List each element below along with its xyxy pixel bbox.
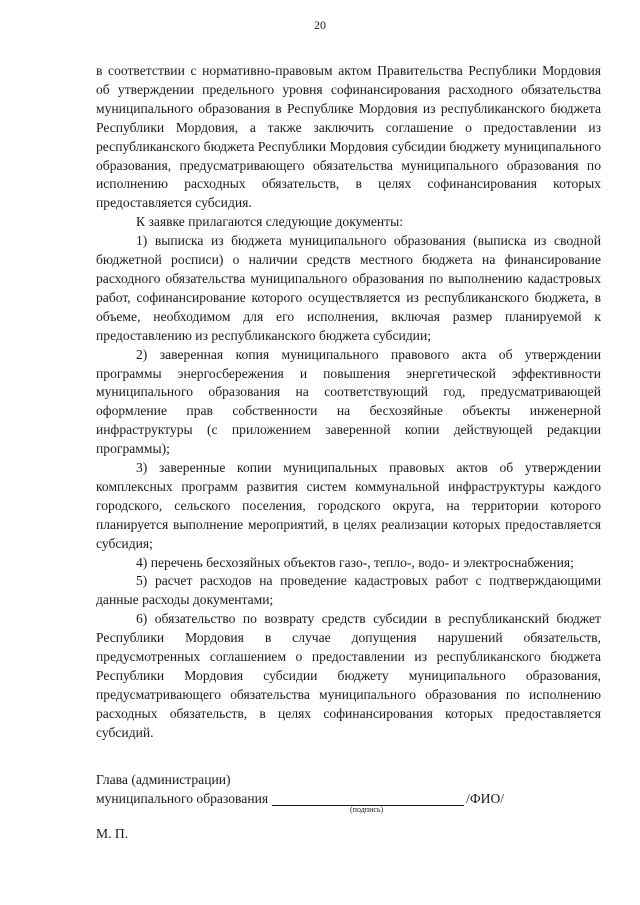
paragraph: 4) перечень бесхозяйных объектов газо-, тепло-, водо- и электроснабжения; — [136, 554, 574, 570]
paragraph: 3) заверенные копии муниципальных правовых актов об утверждении комплексных программ развития систем коммунальной инфраструктуры каждого городского, сельского поселения, городского округа, на территории которого планируется выполнение мероприятий, в целях реализации которых предоставляется субсидия; — [96, 460, 601, 551]
page-number: 20 — [314, 18, 326, 32]
paragraph: в соответствии с нормативно-правовым актом Правительства Республики Мордовия об утверждении предельного уровня софинансирования расходного обязательства муниципального образования в Республике Мордовия из республиканского бюджета Республики Мордовия, а также заключить соглашение о предоставлении из республиканского бюджета Республики Мордовия субсидии бюджету муниципального образования, предусматривающего обязательства муниципального образования по исполнению расходных обязательств, в целях софинансирования которых предоставляется субсидия. — [96, 63, 601, 211]
paragraph: 6) обязательство по возврату средств субсидии в республиканский бюджет Республики Мордовия в случае допущения нарушений обязательств, предусмотренных соглашением о предоставлении из республиканского бюджета Республики Мордовия субсидии бюджету муниципального образования, предусматривающего обязательства муниципального образования по исполнению расходных обязательств, в целях софинансирования которых предоставляется субсидий. — [96, 611, 601, 740]
stamp-place: М. П. — [96, 826, 129, 841]
signature-caption: (подпись) — [350, 805, 384, 814]
signature-line — [96, 790, 601, 809]
signature-title: Глава (администрации) — [96, 772, 231, 787]
signature-underline — [272, 793, 464, 806]
signature-org: муниципального образования — [96, 790, 269, 806]
paragraph: К заявке прилагаются следующие документы: — [136, 214, 403, 230]
signature-fio: /ФИО/ — [466, 790, 505, 806]
paragraph: 5) расчет расходов на проведение кадастровых работ с подтверждающими данные расходы документами; — [96, 573, 601, 608]
document-body — [96, 62, 601, 743]
paragraph: 1) выписка из бюджета муниципального образования (выписка из сводной бюджетной росписи) о наличии средств местного бюджета на финансирование расходного обязательства муниципального образования по выполнению кадастровых работ, софинансирование которого осуществляется из республиканского бюджета, в объеме, необходимом для его исполнения, включая размер планируемой к предоставлению из республиканского бюджета субсидии; — [96, 233, 601, 343]
signature-block — [96, 771, 601, 809]
paragraph: 2) заверенная копия муниципального правового акта об утверждении программы энергосбережения и повышения энергетической эффективности муниципального образования на соответствующий год, предусматривающей оформление прав собственности на бесхозяйные объекты инженерной инфраструктуры (с приложением заверенной копии действующей редакции программы); — [96, 346, 601, 457]
